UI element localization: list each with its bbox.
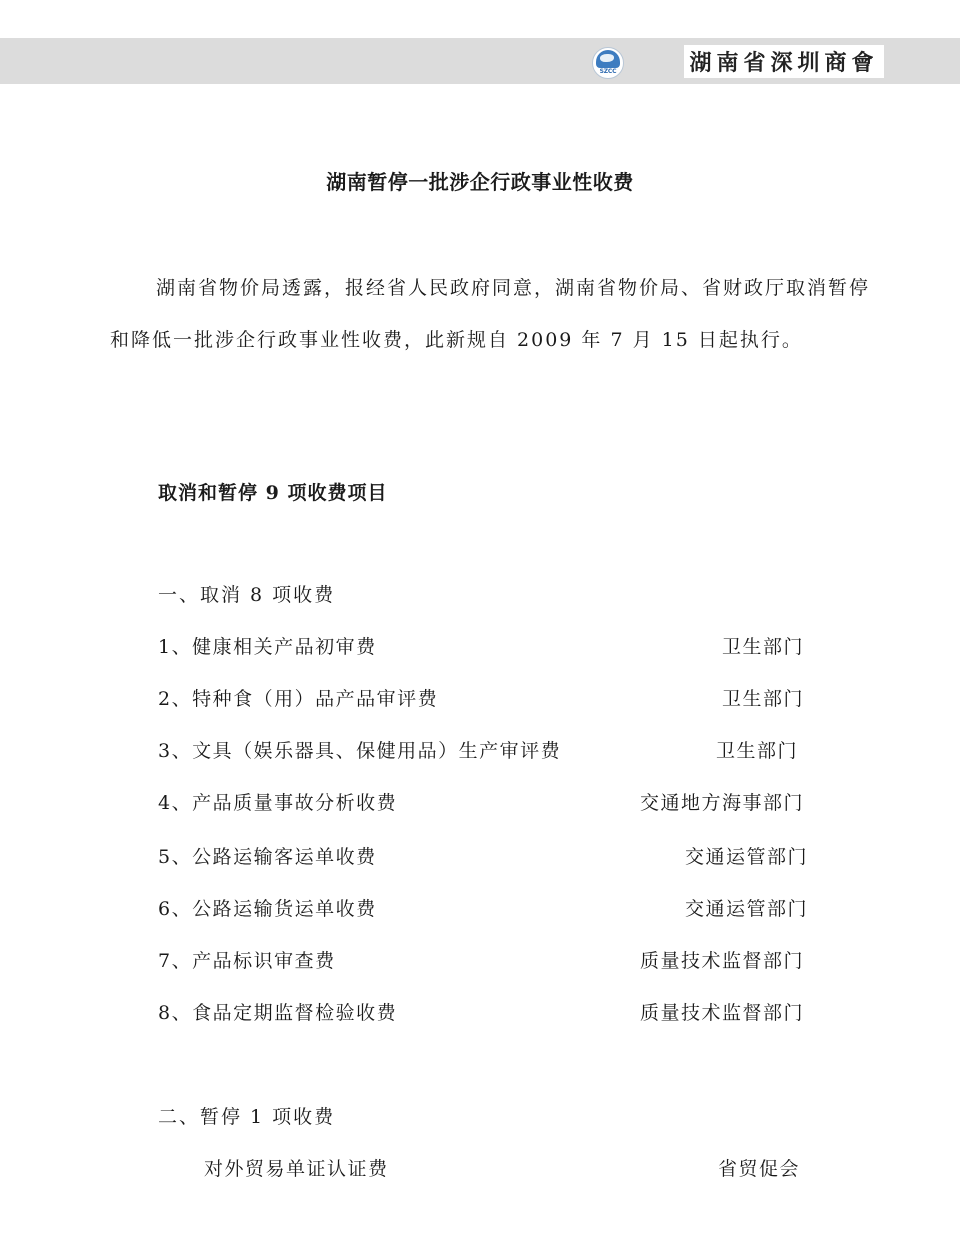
- fee-item-dept: 质量技术监督部门: [639, 1002, 804, 1024]
- fee-item-dept: 省贸促会: [717, 1158, 800, 1180]
- szcc-logo-icon: [592, 47, 624, 79]
- fee-item-dept: 交通运管部门: [684, 846, 808, 868]
- fee-item-name: 6、公路运输货运单收费: [158, 898, 377, 920]
- intro-paragraph: 湖南省物价局透露，报经省人民政府同意，湖南省物价局、省财政厅取消暂停和降低一批涉企行政事业性收费，此新规自 2009 年 7 月 15 日起执行。: [110, 277, 871, 351]
- fee-item-name: 7、产品标识审查费: [158, 950, 336, 972]
- fee-row: [0, 842, 960, 872]
- fee-item-name: 3、文具（娱乐器具、保健用品）生产审评费: [158, 740, 562, 762]
- fee-item-name: 对外贸易单证认证费: [204, 1158, 389, 1180]
- header-org-name: 湖南省深圳商會: [684, 45, 884, 78]
- fee-item-name: 1、健康相关产品初审费: [158, 636, 377, 658]
- fee-item-name: 4、产品质量事故分析收费: [158, 792, 398, 814]
- fee-item-dept: 卫生部门: [721, 636, 804, 658]
- fee-row: [0, 1154, 960, 1184]
- fee-row: [0, 998, 960, 1028]
- fee-row: [0, 894, 960, 924]
- fee-item-name: 5、公路运输客运单收费: [158, 846, 377, 868]
- fee-item-name: 8、食品定期监督检验收费: [158, 1002, 398, 1024]
- fee-row: [0, 946, 960, 976]
- fee-item-name: 2、特种食（用）品产品审评费: [158, 688, 439, 710]
- fee-item-dept: 交通运管部门: [684, 898, 808, 920]
- fee-item-dept: 卫生部门: [721, 688, 804, 710]
- fee-row: [0, 684, 960, 714]
- fee-row: [0, 736, 960, 766]
- cancel-heading: 一、取消 8 项收费: [158, 584, 336, 606]
- logo-land-shape: [600, 54, 614, 62]
- fee-row: [0, 632, 960, 662]
- document-title: 湖南暂停一批涉企行政事业性收费: [326, 170, 634, 194]
- fee-item-dept: 质量技术监督部门: [639, 950, 804, 972]
- fee-row: [0, 788, 960, 818]
- suspend-heading: 二、暂停 1 项收费: [158, 1106, 336, 1128]
- logo-text: SZCC: [599, 68, 617, 75]
- fee-item-dept: 卫生部门: [715, 740, 798, 762]
- fee-item-dept: 交通地方海事部门: [639, 792, 804, 814]
- section-title: 取消和暂停 9 项收费项目: [158, 482, 388, 504]
